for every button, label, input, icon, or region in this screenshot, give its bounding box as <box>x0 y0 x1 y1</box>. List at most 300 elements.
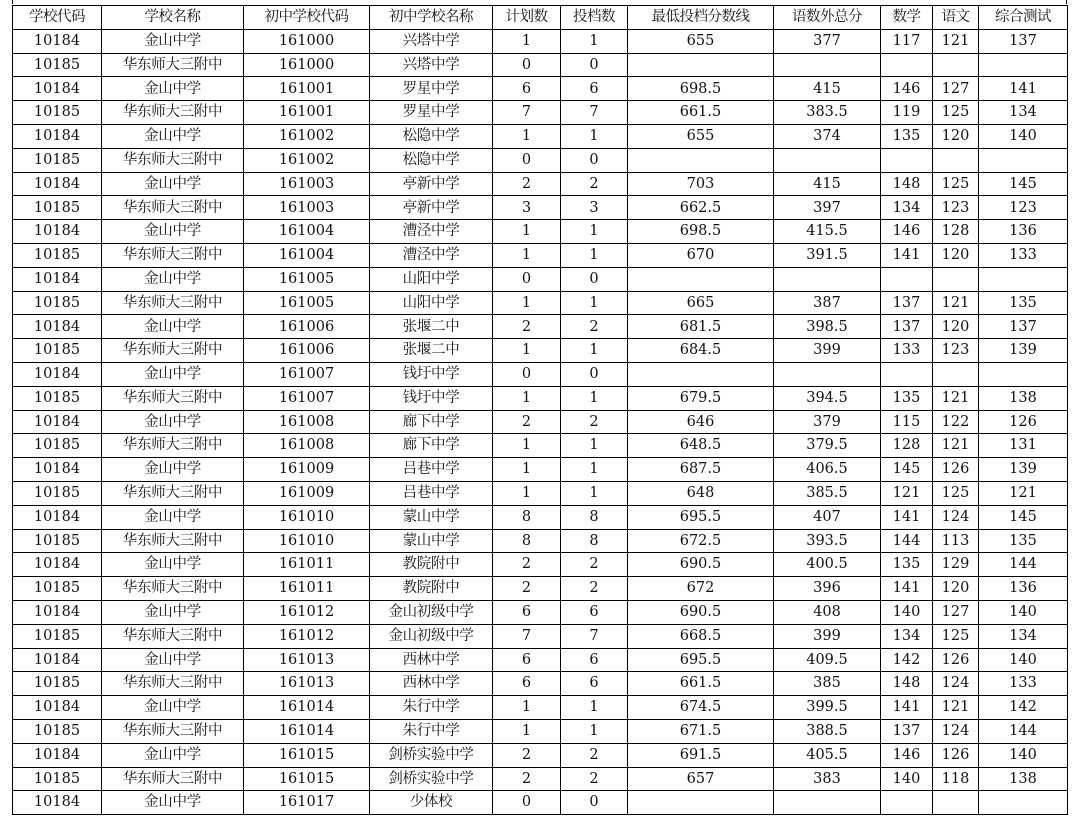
table-row <box>13 362 1068 386</box>
table-row <box>13 696 1068 720</box>
admission-score-table-container <box>12 5 1068 815</box>
cell-junior-school-code: 161015 <box>244 743 370 767</box>
table-row <box>13 648 1068 672</box>
cell-admitted-count: 1 <box>561 339 628 363</box>
cell-school-name: 华东师大三附中 <box>102 624 244 648</box>
cell-school-code: 10185 <box>13 481 102 505</box>
cell-junior-school-code: 161013 <box>244 648 370 672</box>
table-row <box>13 196 1068 220</box>
cell-comprehensive: 134 <box>979 624 1068 648</box>
cell-cme-total: 397 <box>774 196 881 220</box>
cell-math: 115 <box>881 410 933 434</box>
cell-admitted-count: 1 <box>561 386 628 410</box>
cell-chinese: 123 <box>933 339 979 363</box>
cell-school-name: 华东师大三附中 <box>102 53 244 77</box>
cell-school-code: 10185 <box>13 529 102 553</box>
cell-junior-school-code: 161004 <box>244 243 370 267</box>
cell-school-code: 10184 <box>13 696 102 720</box>
cell-comprehensive: 134 <box>979 101 1068 125</box>
cell-comprehensive: 135 <box>979 291 1068 315</box>
cell-math: 135 <box>881 386 933 410</box>
cell-chinese: 120 <box>933 577 979 601</box>
cell-cme-total: 399 <box>774 339 881 363</box>
cell-junior-school-name: 廊下中学 <box>370 410 493 434</box>
cell-cme-total <box>774 362 881 386</box>
cell-comprehensive: 145 <box>979 505 1068 529</box>
cell-school-name: 金山中学 <box>102 553 244 577</box>
cell-school-name: 金山中学 <box>102 743 244 767</box>
cell-min-score: 648.5 <box>628 434 774 458</box>
cell-comprehensive: 138 <box>979 386 1068 410</box>
cell-plan-count: 7 <box>493 101 561 125</box>
cell-plan-count: 6 <box>493 648 561 672</box>
cell-school-code: 10184 <box>13 362 102 386</box>
table-body <box>13 29 1068 814</box>
cell-min-score <box>628 362 774 386</box>
header-admitted-count: 投档数 <box>561 6 628 30</box>
cell-chinese <box>933 267 979 291</box>
table-row <box>13 124 1068 148</box>
header-junior-school-name: 初中学校名称 <box>370 6 493 30</box>
cell-cme-total: 415 <box>774 172 881 196</box>
cell-admitted-count: 3 <box>561 196 628 220</box>
cell-junior-school-name: 吕巷中学 <box>370 481 493 505</box>
cell-cme-total: 405.5 <box>774 743 881 767</box>
cell-min-score: 698.5 <box>628 77 774 101</box>
cell-admitted-count: 2 <box>561 577 628 601</box>
cell-junior-school-name: 兴塔中学 <box>370 29 493 53</box>
cell-plan-count: 6 <box>493 77 561 101</box>
cell-school-name: 金山中学 <box>102 410 244 434</box>
cell-admitted-count: 6 <box>561 648 628 672</box>
cell-math: 148 <box>881 172 933 196</box>
cell-school-code: 10184 <box>13 77 102 101</box>
cell-comprehensive: 137 <box>979 315 1068 339</box>
cell-min-score: 661.5 <box>628 101 774 125</box>
cell-cme-total <box>774 267 881 291</box>
cell-cme-total: 407 <box>774 505 881 529</box>
cell-junior-school-name: 金山初级中学 <box>370 600 493 624</box>
table-row <box>13 481 1068 505</box>
cell-junior-school-name: 钱圩中学 <box>370 362 493 386</box>
cell-cme-total <box>774 53 881 77</box>
cell-comprehensive: 137 <box>979 29 1068 53</box>
cell-school-code: 10184 <box>13 315 102 339</box>
cell-min-score: 646 <box>628 410 774 434</box>
cell-admitted-count: 7 <box>561 101 628 125</box>
cell-chinese: 124 <box>933 672 979 696</box>
cell-junior-school-code: 161007 <box>244 386 370 410</box>
table-top-edge <box>12 0 1067 4</box>
cell-junior-school-name: 山阳中学 <box>370 267 493 291</box>
cell-cme-total: 374 <box>774 124 881 148</box>
cell-junior-school-name: 罗星中学 <box>370 77 493 101</box>
cell-comprehensive: 138 <box>979 767 1068 791</box>
cell-min-score: 661.5 <box>628 672 774 696</box>
cell-comprehensive: 142 <box>979 696 1068 720</box>
cell-plan-count: 1 <box>493 339 561 363</box>
cell-comprehensive <box>979 791 1068 815</box>
cell-school-code: 10185 <box>13 291 102 315</box>
cell-math: 146 <box>881 77 933 101</box>
cell-min-score: 672 <box>628 577 774 601</box>
cell-min-score: 679.5 <box>628 386 774 410</box>
cell-school-name: 华东师大三附中 <box>102 577 244 601</box>
cell-math: 141 <box>881 505 933 529</box>
cell-comprehensive: 121 <box>979 481 1068 505</box>
cell-min-score: 668.5 <box>628 624 774 648</box>
cell-min-score: 655 <box>628 29 774 53</box>
cell-school-name: 华东师大三附中 <box>102 481 244 505</box>
cell-junior-school-name: 教院附中 <box>370 553 493 577</box>
cell-math: 141 <box>881 577 933 601</box>
cell-junior-school-name: 兴塔中学 <box>370 53 493 77</box>
cell-junior-school-code: 161012 <box>244 624 370 648</box>
cell-admitted-count: 2 <box>561 767 628 791</box>
cell-chinese: 128 <box>933 220 979 244</box>
cell-junior-school-code: 161008 <box>244 410 370 434</box>
cell-school-name: 金山中学 <box>102 600 244 624</box>
table-row <box>13 243 1068 267</box>
cell-junior-school-code: 161005 <box>244 291 370 315</box>
cell-math: 141 <box>881 696 933 720</box>
cell-cme-total: 409.5 <box>774 648 881 672</box>
cell-school-code: 10184 <box>13 743 102 767</box>
cell-school-name: 金山中学 <box>102 791 244 815</box>
cell-plan-count: 0 <box>493 362 561 386</box>
cell-school-code: 10184 <box>13 410 102 434</box>
cell-junior-school-code: 161008 <box>244 434 370 458</box>
cell-junior-school-code: 161013 <box>244 672 370 696</box>
cell-chinese <box>933 791 979 815</box>
table-row <box>13 434 1068 458</box>
cell-min-score <box>628 148 774 172</box>
cell-school-name: 金山中学 <box>102 505 244 529</box>
cell-junior-school-code: 161010 <box>244 505 370 529</box>
table-row <box>13 624 1068 648</box>
cell-school-code: 10185 <box>13 101 102 125</box>
table-row <box>13 339 1068 363</box>
cell-cme-total: 377 <box>774 29 881 53</box>
cell-school-code: 10184 <box>13 600 102 624</box>
cell-cme-total: 399 <box>774 624 881 648</box>
cell-math <box>881 362 933 386</box>
cell-cme-total: 399.5 <box>774 696 881 720</box>
cell-min-score: 672.5 <box>628 529 774 553</box>
cell-comprehensive: 123 <box>979 196 1068 220</box>
cell-min-score: 655 <box>628 124 774 148</box>
cell-cme-total: 383.5 <box>774 101 881 125</box>
cell-chinese: 124 <box>933 505 979 529</box>
cell-plan-count: 2 <box>493 172 561 196</box>
cell-min-score: 691.5 <box>628 743 774 767</box>
cell-cme-total: 396 <box>774 577 881 601</box>
cell-junior-school-code: 161001 <box>244 101 370 125</box>
cell-plan-count: 2 <box>493 315 561 339</box>
cell-math: 137 <box>881 719 933 743</box>
cell-junior-school-code: 161011 <box>244 577 370 601</box>
cell-comprehensive: 140 <box>979 648 1068 672</box>
cell-chinese: 125 <box>933 172 979 196</box>
table-row <box>13 505 1068 529</box>
cell-school-code: 10184 <box>13 553 102 577</box>
cell-junior-school-code: 161007 <box>244 362 370 386</box>
table-row <box>13 743 1068 767</box>
cell-min-score: 681.5 <box>628 315 774 339</box>
cell-math: 146 <box>881 220 933 244</box>
cell-junior-school-code: 161014 <box>244 719 370 743</box>
cell-math: 145 <box>881 458 933 482</box>
cell-comprehensive <box>979 148 1068 172</box>
cell-school-name: 华东师大三附中 <box>102 339 244 363</box>
cell-junior-school-name: 朱行中学 <box>370 719 493 743</box>
cell-plan-count: 2 <box>493 767 561 791</box>
cell-cme-total: 400.5 <box>774 553 881 577</box>
cell-min-score <box>628 791 774 815</box>
cell-min-score: 690.5 <box>628 553 774 577</box>
cell-min-score: 662.5 <box>628 196 774 220</box>
header-comprehensive: 综合测试 <box>979 6 1068 30</box>
cell-junior-school-name: 罗星中学 <box>370 101 493 125</box>
cell-junior-school-name: 教院附中 <box>370 577 493 601</box>
cell-plan-count: 8 <box>493 505 561 529</box>
cell-admitted-count: 1 <box>561 458 628 482</box>
cell-plan-count: 0 <box>493 791 561 815</box>
cell-school-name: 金山中学 <box>102 172 244 196</box>
cell-junior-school-name: 松隐中学 <box>370 148 493 172</box>
cell-comprehensive: 136 <box>979 220 1068 244</box>
cell-admitted-count: 1 <box>561 220 628 244</box>
cell-school-name: 华东师大三附中 <box>102 767 244 791</box>
cell-math: 135 <box>881 124 933 148</box>
cell-plan-count: 8 <box>493 529 561 553</box>
cell-admitted-count: 6 <box>561 672 628 696</box>
cell-school-name: 华东师大三附中 <box>102 386 244 410</box>
cell-math: 121 <box>881 481 933 505</box>
cell-comprehensive: 141 <box>979 77 1068 101</box>
cell-school-code: 10184 <box>13 267 102 291</box>
cell-admitted-count: 1 <box>561 719 628 743</box>
cell-chinese: 126 <box>933 648 979 672</box>
cell-junior-school-name: 山阳中学 <box>370 291 493 315</box>
cell-school-name: 金山中学 <box>102 458 244 482</box>
cell-comprehensive: 144 <box>979 719 1068 743</box>
table-row <box>13 577 1068 601</box>
cell-math: 146 <box>881 743 933 767</box>
cell-school-name: 金山中学 <box>102 696 244 720</box>
header-junior-school-code: 初中学校代码 <box>244 6 370 30</box>
cell-cme-total: 398.5 <box>774 315 881 339</box>
cell-cme-total <box>774 148 881 172</box>
cell-comprehensive: 136 <box>979 577 1068 601</box>
cell-school-name: 华东师大三附中 <box>102 196 244 220</box>
cell-school-name: 金山中学 <box>102 29 244 53</box>
cell-admitted-count: 0 <box>561 53 628 77</box>
cell-school-code: 10185 <box>13 196 102 220</box>
table-row <box>13 220 1068 244</box>
cell-school-name: 华东师大三附中 <box>102 148 244 172</box>
cell-chinese: 125 <box>933 101 979 125</box>
cell-comprehensive <box>979 267 1068 291</box>
cell-admitted-count: 8 <box>561 505 628 529</box>
cell-junior-school-code: 161002 <box>244 148 370 172</box>
table-row <box>13 101 1068 125</box>
cell-admitted-count: 7 <box>561 624 628 648</box>
cell-junior-school-code: 161003 <box>244 172 370 196</box>
cell-junior-school-code: 161006 <box>244 339 370 363</box>
cell-plan-count: 0 <box>493 148 561 172</box>
cell-min-score <box>628 53 774 77</box>
table-row <box>13 291 1068 315</box>
cell-math <box>881 267 933 291</box>
cell-school-code: 10185 <box>13 386 102 410</box>
cell-min-score: 671.5 <box>628 719 774 743</box>
cell-cme-total <box>774 791 881 815</box>
cell-school-code: 10184 <box>13 29 102 53</box>
cell-junior-school-name: 亭新中学 <box>370 196 493 220</box>
cell-chinese: 118 <box>933 767 979 791</box>
cell-chinese: 127 <box>933 600 979 624</box>
cell-admitted-count: 6 <box>561 77 628 101</box>
cell-junior-school-code: 161014 <box>244 696 370 720</box>
header-school-name: 学校名称 <box>102 6 244 30</box>
cell-min-score: 657 <box>628 767 774 791</box>
cell-school-name: 金山中学 <box>102 220 244 244</box>
cell-admitted-count: 0 <box>561 148 628 172</box>
cell-admitted-count: 1 <box>561 29 628 53</box>
cell-min-score: 687.5 <box>628 458 774 482</box>
cell-chinese: 126 <box>933 743 979 767</box>
cell-junior-school-code: 161015 <box>244 767 370 791</box>
table-row <box>13 410 1068 434</box>
cell-junior-school-name: 吕巷中学 <box>370 458 493 482</box>
cell-plan-count: 1 <box>493 458 561 482</box>
cell-math <box>881 53 933 77</box>
cell-plan-count: 1 <box>493 220 561 244</box>
table-row <box>13 315 1068 339</box>
cell-school-name: 华东师大三附中 <box>102 719 244 743</box>
cell-min-score: 695.5 <box>628 505 774 529</box>
cell-chinese <box>933 148 979 172</box>
table-row <box>13 29 1068 53</box>
cell-chinese: 125 <box>933 624 979 648</box>
cell-min-score: 674.5 <box>628 696 774 720</box>
cell-plan-count: 3 <box>493 196 561 220</box>
cell-school-code: 10184 <box>13 220 102 244</box>
admission-score-table <box>12 5 1068 815</box>
table-row <box>13 148 1068 172</box>
cell-min-score: 703 <box>628 172 774 196</box>
cell-math <box>881 791 933 815</box>
cell-min-score <box>628 267 774 291</box>
cell-school-code: 10185 <box>13 434 102 458</box>
cell-cme-total: 388.5 <box>774 719 881 743</box>
cell-school-code: 10185 <box>13 672 102 696</box>
cell-junior-school-name: 钱圩中学 <box>370 386 493 410</box>
cell-math: 137 <box>881 315 933 339</box>
cell-cme-total: 415.5 <box>774 220 881 244</box>
cell-junior-school-name: 漕泾中学 <box>370 220 493 244</box>
cell-junior-school-name: 漕泾中学 <box>370 243 493 267</box>
cell-plan-count: 1 <box>493 243 561 267</box>
cell-chinese: 122 <box>933 410 979 434</box>
cell-junior-school-name: 西林中学 <box>370 672 493 696</box>
cell-admitted-count: 0 <box>561 362 628 386</box>
cell-chinese: 121 <box>933 696 979 720</box>
cell-plan-count: 6 <box>493 600 561 624</box>
cell-junior-school-code: 161001 <box>244 77 370 101</box>
cell-school-name: 华东师大三附中 <box>102 434 244 458</box>
cell-admitted-count: 1 <box>561 696 628 720</box>
cell-junior-school-name: 剑桥实验中学 <box>370 743 493 767</box>
table-row <box>13 791 1068 815</box>
cell-admitted-count: 2 <box>561 743 628 767</box>
cell-junior-school-code: 161009 <box>244 481 370 505</box>
cell-admitted-count: 1 <box>561 481 628 505</box>
cell-min-score: 690.5 <box>628 600 774 624</box>
cell-plan-count: 1 <box>493 696 561 720</box>
cell-math: 144 <box>881 529 933 553</box>
cell-plan-count: 2 <box>493 410 561 434</box>
cell-school-code: 10185 <box>13 719 102 743</box>
cell-junior-school-name: 朱行中学 <box>370 696 493 720</box>
cell-admitted-count: 1 <box>561 291 628 315</box>
cell-school-name: 华东师大三附中 <box>102 291 244 315</box>
cell-junior-school-name: 张堰二中 <box>370 339 493 363</box>
cell-min-score: 695.5 <box>628 648 774 672</box>
table-row <box>13 172 1068 196</box>
cell-chinese: 124 <box>933 719 979 743</box>
cell-plan-count: 2 <box>493 577 561 601</box>
cell-school-code: 10185 <box>13 53 102 77</box>
cell-junior-school-code: 161011 <box>244 553 370 577</box>
cell-comprehensive: 133 <box>979 672 1068 696</box>
cell-junior-school-name: 廊下中学 <box>370 434 493 458</box>
cell-chinese: 121 <box>933 386 979 410</box>
cell-admitted-count: 1 <box>561 434 628 458</box>
cell-school-name: 华东师大三附中 <box>102 529 244 553</box>
cell-math: 133 <box>881 339 933 363</box>
cell-junior-school-name: 剑桥实验中学 <box>370 767 493 791</box>
cell-chinese: 123 <box>933 196 979 220</box>
cell-plan-count: 1 <box>493 434 561 458</box>
cell-school-name: 金山中学 <box>102 267 244 291</box>
cell-comprehensive: 140 <box>979 124 1068 148</box>
cell-cme-total: 394.5 <box>774 386 881 410</box>
cell-admitted-count: 2 <box>561 553 628 577</box>
cell-junior-school-code: 161003 <box>244 196 370 220</box>
table-row <box>13 53 1068 77</box>
table-row <box>13 553 1068 577</box>
cell-admitted-count: 1 <box>561 124 628 148</box>
cell-min-score: 648 <box>628 481 774 505</box>
cell-math: 142 <box>881 648 933 672</box>
cell-math: 137 <box>881 291 933 315</box>
cell-math <box>881 148 933 172</box>
cell-school-name: 华东师大三附中 <box>102 243 244 267</box>
cell-comprehensive: 133 <box>979 243 1068 267</box>
cell-plan-count: 1 <box>493 29 561 53</box>
cell-cme-total: 391.5 <box>774 243 881 267</box>
cell-junior-school-name: 蒙山中学 <box>370 529 493 553</box>
cell-school-code: 10185 <box>13 767 102 791</box>
cell-cme-total: 393.5 <box>774 529 881 553</box>
cell-chinese: 120 <box>933 243 979 267</box>
cell-school-name: 华东师大三附中 <box>102 672 244 696</box>
table-row <box>13 719 1068 743</box>
cell-school-code: 10185 <box>13 243 102 267</box>
cell-junior-school-code: 161002 <box>244 124 370 148</box>
